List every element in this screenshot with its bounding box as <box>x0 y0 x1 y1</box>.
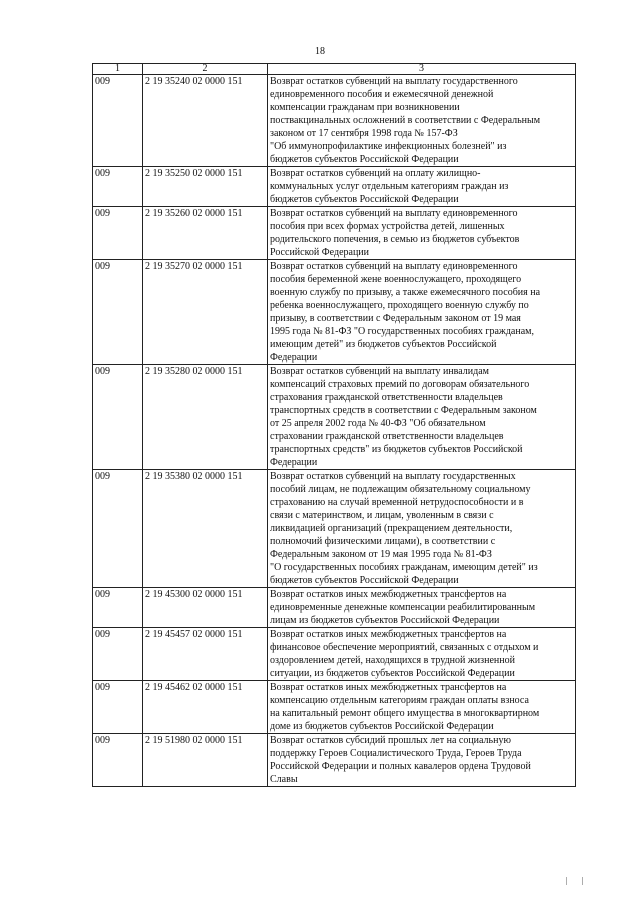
description-line: "О государственных пособиях гражданам, имеющим детей" из <box>270 562 538 573</box>
table-row <box>93 588 576 628</box>
admin-code-cell: 009 <box>93 588 143 628</box>
description-line: связи с материнством, и лицам, уволенным в связи с <box>270 510 494 521</box>
table-row <box>93 167 576 207</box>
description-line: Возврат остатков иных межбюджетных трансфертов на <box>270 629 507 640</box>
budget-code-cell: 2 19 35240 02 0000 151 <box>143 75 268 167</box>
description-line: Федерации <box>270 352 318 363</box>
description-line: коммунальных услуг отдельным категориям граждан из <box>270 181 509 192</box>
description-line: страхования гражданской ответственности владельцев <box>270 392 503 403</box>
description-line: бюджетов субъектов Российской Федерации <box>270 154 459 165</box>
description-line: страхованию на случай временной нетрудоспособности и в <box>270 497 524 508</box>
description-cell <box>268 470 576 588</box>
admin-code-cell: 009 <box>93 470 143 588</box>
description-line: "Об иммунопрофилактике инфекционных болезней" из <box>270 141 507 152</box>
budget-code-cell: 2 19 45300 02 0000 151 <box>143 588 268 628</box>
description-line: доме из бюджетов субъектов Российской Федерации <box>270 721 494 732</box>
description-line: компенсации гражданам при возникновении <box>270 102 460 113</box>
description-line: бюджетов субъектов Российской Федерации <box>270 194 459 205</box>
description-line: имеющим детей" из бюджетов субъектов Российской <box>270 339 497 350</box>
column-header-1: 1 <box>93 64 143 75</box>
description-line: Возврат остатков иных межбюджетных трансфертов на <box>270 682 507 693</box>
description-line: полномочий физическими лицами), в соответствии с <box>270 536 496 547</box>
description-line: оздоровлением детей, находящихся в трудной жизненной <box>270 655 515 666</box>
budget-code-cell: 2 19 51980 02 0000 151 <box>143 734 268 787</box>
description-line: на капитальный ремонт общего имущества в многоквартирном <box>270 708 540 719</box>
admin-code-cell: 009 <box>93 75 143 167</box>
description-line: пособий лицам, не подлежащим обязательному социальному <box>270 484 531 495</box>
admin-code-cell: 009 <box>93 260 143 365</box>
table-row <box>93 734 576 787</box>
description-line: компенсаций страховых премий по договорам обязательного <box>270 379 530 390</box>
description-line: Возврат остатков субвенций на выплату единовременного <box>270 261 518 272</box>
description-line: пособия при всех формах устройства детей, лишенных <box>270 221 505 232</box>
description-line: страховании гражданской ответственности владельцев <box>270 431 504 442</box>
description-line: ребенка военнослужащего, проходящего военную службу по <box>270 300 529 311</box>
budget-code-cell: 2 19 35260 02 0000 151 <box>143 207 268 260</box>
description-line: Возврат остатков субвенций на выплату государственного <box>270 76 518 87</box>
admin-code-cell: 009 <box>93 167 143 207</box>
budget-classification-table <box>92 63 576 787</box>
description-line: Славы <box>270 774 298 785</box>
description-line: Российской Федерации <box>270 247 370 258</box>
description-cell <box>268 588 576 628</box>
description-line: единовременного пособия и ежемесячной денежной <box>270 89 494 100</box>
description-cell <box>268 167 576 207</box>
budget-code-cell: 2 19 45462 02 0000 151 <box>143 681 268 734</box>
budget-code-cell: 2 19 45457 02 0000 151 <box>143 628 268 681</box>
table-header-row <box>93 64 576 75</box>
description-line: Возврат остатков субвенций на выплату единовременного <box>270 208 518 219</box>
column-header-2: 2 <box>143 64 268 75</box>
description-line: ситуации, из бюджетов субъектов Российской Федерации <box>270 668 515 679</box>
description-line: военную службу по призыву, а также ежемесячного пособия на <box>270 287 541 298</box>
description-cell <box>268 681 576 734</box>
description-cell <box>268 365 576 470</box>
admin-code-cell: 009 <box>93 365 143 470</box>
description-line: бюджетов субъектов Российской Федерации <box>270 575 459 586</box>
description-line: законом от 17 сентября 1998 года № 157-ФЗ <box>270 128 458 139</box>
table-body <box>93 75 576 787</box>
description-line: Возврат остатков иных межбюджетных трансфертов на <box>270 589 507 600</box>
description-cell <box>268 260 576 365</box>
admin-code-cell: 009 <box>93 681 143 734</box>
table-row <box>93 628 576 681</box>
description-cell <box>268 734 576 787</box>
description-line: транспортных средств в соответствии с Федеральным законом <box>270 405 537 416</box>
description-line: родительского попечения, в семью из бюджетов субъектов <box>270 234 520 245</box>
description-line: Российской Федерации и полных кавалеров ордена Трудовой <box>270 761 531 772</box>
admin-code-cell: 009 <box>93 628 143 681</box>
description-line: пособия беременной жене военнослужащего, проходящего <box>270 274 522 285</box>
corner-marks: | | <box>566 876 590 885</box>
table-row <box>93 260 576 365</box>
table-row <box>93 681 576 734</box>
description-cell <box>268 207 576 260</box>
description-cell <box>268 628 576 681</box>
description-line: компенсацию отдельным категориям граждан оплаты взноса <box>270 695 529 706</box>
description-line: Федерации <box>270 457 318 468</box>
description-line: финансовое обеспечение мероприятий, связанных с отдыхом и <box>270 642 539 653</box>
description-line: поствакцинальных осложнений в соответствии с Федеральным <box>270 115 541 126</box>
table-row <box>93 75 576 167</box>
budget-code-cell: 2 19 35380 02 0000 151 <box>143 470 268 588</box>
description-line: Возврат остатков субсидий прошлых лет на социальную <box>270 735 511 746</box>
budget-code-cell: 2 19 35280 02 0000 151 <box>143 365 268 470</box>
description-line: 1995 года № 81-ФЗ "О государственных пособиях гражданам, <box>270 326 534 337</box>
table-row <box>93 365 576 470</box>
description-line: Возврат остатков субвенций на оплату жилищно- <box>270 168 481 179</box>
table-row <box>93 470 576 588</box>
description-line: транспортных средств" из бюджетов субъектов Российской <box>270 444 523 455</box>
description-line: единовременные денежные компенсации реабилитированным <box>270 602 536 613</box>
description-line: лицам из бюджетов субъектов Российской Федерации <box>270 615 500 626</box>
description-line: Возврат остатков субвенций на выплату государственных <box>270 471 516 482</box>
column-header-3: 3 <box>268 64 576 75</box>
description-line: призыву, в соответствии с Федеральным законом от 19 мая <box>270 313 521 324</box>
description-cell <box>268 75 576 167</box>
admin-code-cell: 009 <box>93 734 143 787</box>
table-row <box>93 207 576 260</box>
description-line: Возврат остатков субвенций на выплату инвалидам <box>270 366 489 377</box>
description-line: от 25 апреля 2002 года № 40-ФЗ "Об обязательном <box>270 418 486 429</box>
budget-code-cell: 2 19 35270 02 0000 151 <box>143 260 268 365</box>
page-number: 18 <box>315 46 325 57</box>
description-line: ликвидацией организаций (прекращением деятельности, <box>270 523 513 534</box>
budget-code-cell: 2 19 35250 02 0000 151 <box>143 167 268 207</box>
admin-code-cell: 009 <box>93 207 143 260</box>
description-line: поддержку Героев Социалистического Труда, Героев Труда <box>270 748 522 759</box>
description-line: Федеральным законом от 19 мая 1995 года № 81-ФЗ <box>270 549 492 560</box>
